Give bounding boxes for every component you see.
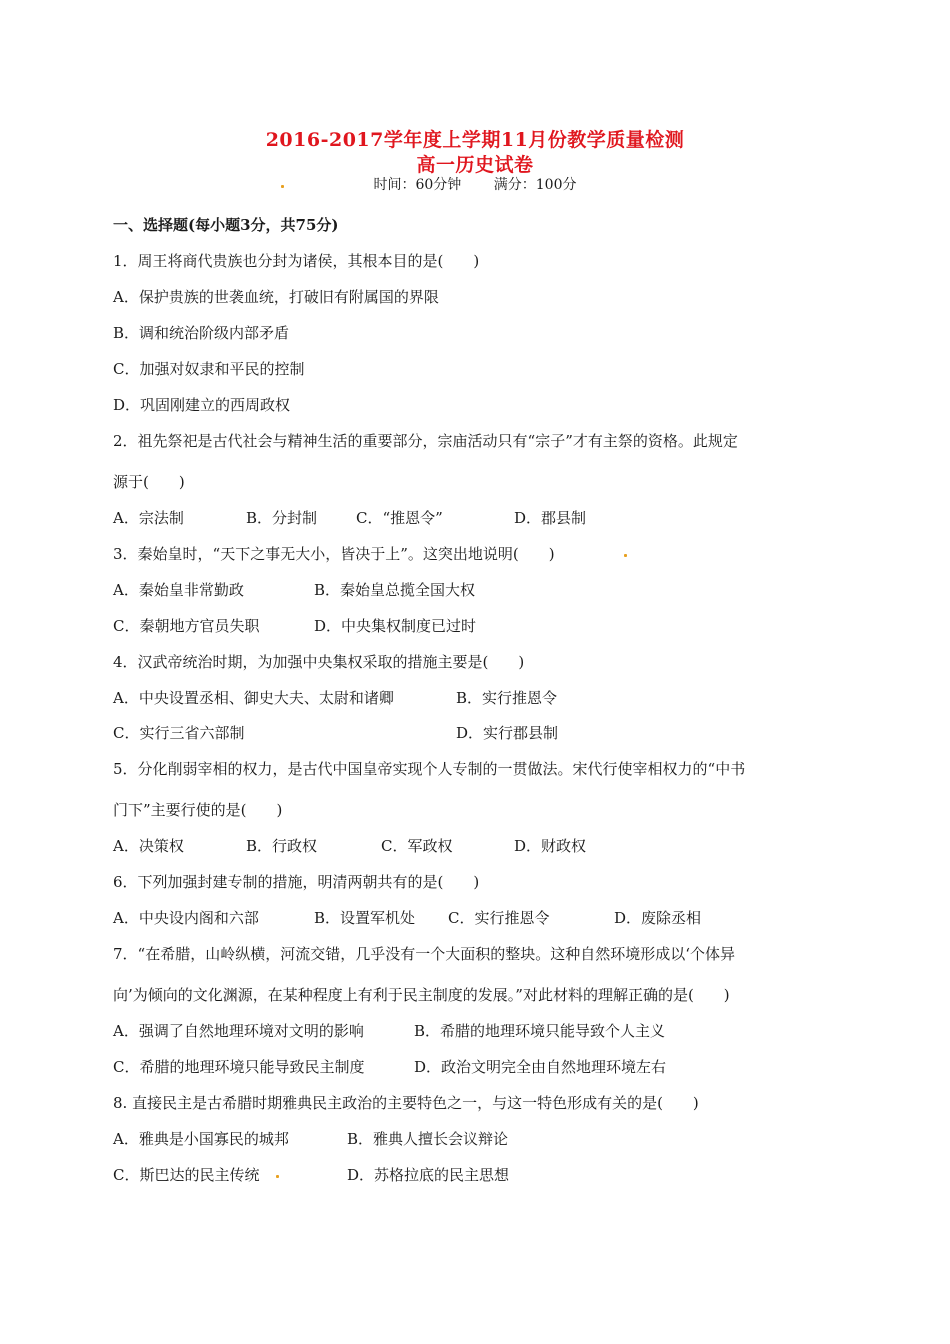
exam-time: 时间：60分钟 [373, 177, 462, 193]
question-5-option-b: B．行政权 [246, 837, 318, 855]
question-2-option-d: D．郡县制 [514, 509, 587, 527]
question-3-option-a: A．秦始皇非常勤政 [113, 581, 244, 599]
question-2-option-b: B．分封制 [246, 509, 318, 527]
question-4-option-d: D．实行郡县制 [456, 724, 559, 742]
question-8-option-b: B．雅典人擅长会议辩论 [347, 1130, 509, 1148]
question-1-option-d: D．巩固刚建立的西周政权 [113, 396, 291, 414]
section-heading: 一、选择题(每小题3分，共75分) [113, 216, 339, 234]
question-5-option-d: D．财政权 [514, 837, 587, 855]
exam-meta [0, 174, 950, 194]
question-1-stem: 1．周王将商代贵族也分封为诸侯，其根本目的是( ) [113, 252, 480, 270]
question-6-option-d: D．废除丞相 [614, 909, 702, 927]
stray-mark [281, 185, 284, 188]
exam-score: 满分：100分 [493, 177, 577, 193]
question-5-stem-cont: 门下”主要行使的是( ) [113, 801, 283, 819]
question-2-option-c: C．“推恩令” [356, 509, 443, 527]
question-7-option-b: B．希腊的地理环境只能导致个人主义 [414, 1022, 666, 1040]
question-8-stem: 8. 直接民主是古希腊时期雅典民主政治的主要特色之一，与这一特色形成有关的是( ) [113, 1094, 699, 1112]
question-5-option-c: C．军政权 [381, 837, 453, 855]
stray-mark [276, 1175, 279, 1178]
question-2-stem-cont: 源于( ) [113, 473, 185, 491]
question-8-option-c: C．斯巴达的民主传统 [113, 1166, 260, 1184]
question-3-stem: 3．秦始皇时，“天下之事无大小，皆决于上”。这突出地说明( ) [113, 545, 555, 563]
question-1-option-b: B．调和统治阶级内部矛盾 [113, 324, 290, 342]
question-6-option-a: A．中央设内阁和六部 [113, 909, 259, 927]
question-2-option-a: A．宗法制 [113, 509, 184, 527]
question-4-option-c: C．实行三省六部制 [113, 724, 245, 742]
question-7-stem: 7．“在希腊，山岭纵横，河流交错，几乎没有一个大面积的整块。这种自然环境形成以‘个体异 [113, 945, 735, 963]
question-7-option-c: C．希腊的地理环境只能导致民主制度 [113, 1058, 365, 1076]
exam-subtitle: 高一历史试卷 [416, 154, 534, 176]
question-4-stem: 4．汉武帝统治时期，为加强中央集权采取的措施主要是( ) [113, 653, 525, 671]
exam-title: 2016-2017学年度上学期11月份教学质量检测 [265, 129, 685, 151]
question-4-option-b: B．实行推恩令 [456, 689, 558, 707]
question-6-stem: 6．下列加强封建专制的措施，明清两朝共有的是( ) [113, 873, 480, 891]
question-8-option-a: A．雅典是小国寡民的城邦 [113, 1130, 289, 1148]
question-1-option-a: A．保护贵族的世袭血统，打破旧有附属国的界限 [113, 288, 439, 306]
stray-mark [624, 554, 627, 557]
question-6-option-b: B．设置军机处 [314, 909, 416, 927]
question-4-option-a: A．中央设置丞相、御史大夫、太尉和诸卿 [113, 689, 394, 707]
question-3-option-d: D．中央集权制度已过时 [314, 617, 477, 635]
question-3-option-b: B．秦始皇总揽全国大权 [314, 581, 476, 599]
question-7-option-a: A．强调了自然地理环境对文明的影响 [113, 1022, 364, 1040]
question-1-option-c: C．加强对奴隶和平民的控制 [113, 360, 305, 378]
question-6-option-c: C．实行推恩令 [448, 909, 550, 927]
question-5-option-a: A．决策权 [113, 837, 184, 855]
question-7-stem-cont: 向’为倾向的文化渊源，在某种程度上有利于民主制度的发展。”对此材料的理解正确的是( ) [113, 986, 730, 1004]
question-2-stem: 2．祖先祭祀是古代社会与精神生活的重要部分，宗庙活动只有“宗子”才有主祭的资格。此规定 [113, 432, 738, 450]
question-3-option-c: C．秦朝地方官员失职 [113, 617, 260, 635]
question-7-option-d: D．政治文明完全由自然地理环境左右 [414, 1058, 667, 1076]
question-8-option-d: D．苏格拉底的民主思想 [347, 1166, 510, 1184]
question-5-stem: 5．分化削弱宰相的权力，是古代中国皇帝实现个人专制的一贯做法。宋代行使宰相权力的“中书 [113, 760, 746, 778]
